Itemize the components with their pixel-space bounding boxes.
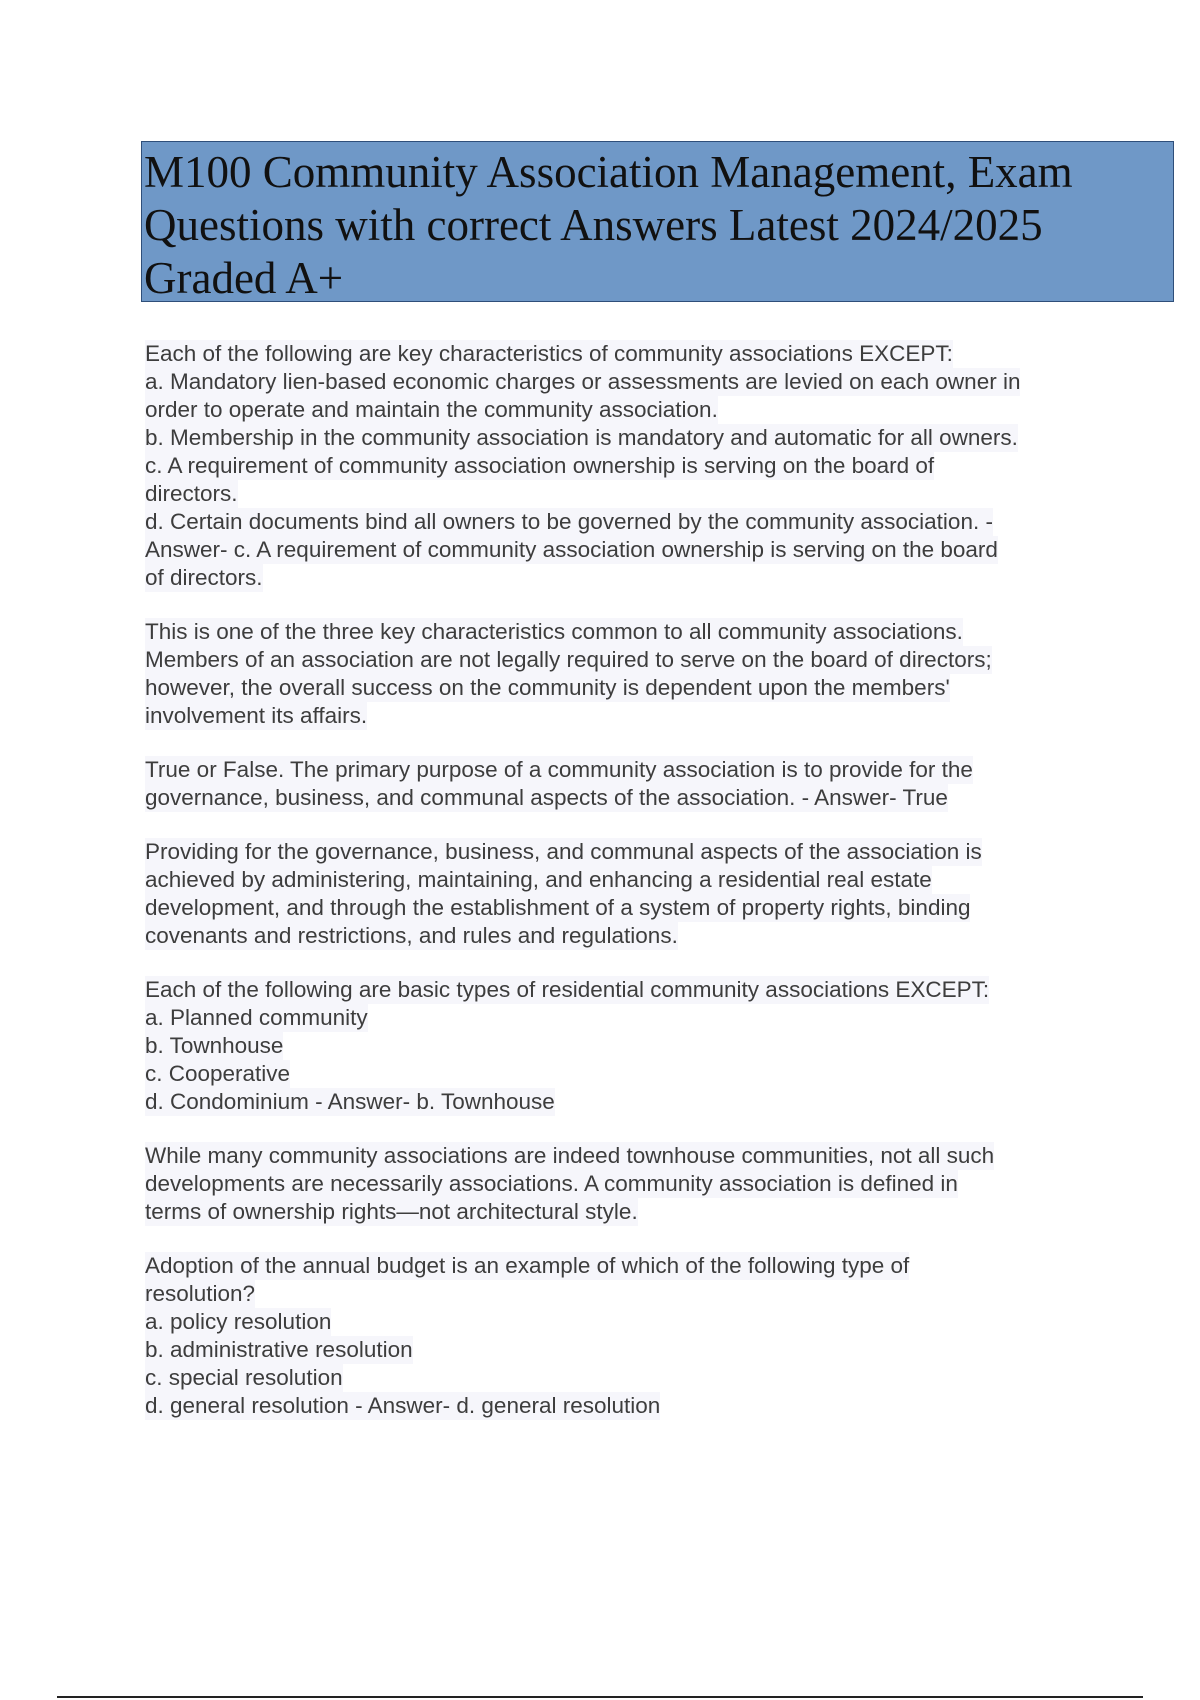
text-line: d. Certain documents bind all owners to be governed by the community association. - xyxy=(145,509,993,534)
question-block-3 xyxy=(145,976,1105,1116)
question-block-2 xyxy=(145,756,1105,812)
text-line: of directors. xyxy=(145,565,263,590)
text-line: Adoption of the annual budget is an example of which of the following type of xyxy=(145,1253,910,1278)
text-line: covenants and restrictions, and rules and regulations. xyxy=(145,923,678,948)
text-line: c. A requirement of community association ownership is serving on the board of xyxy=(145,453,935,478)
text-line: b. administrative resolution xyxy=(145,1337,413,1362)
text-line: achieved by administering, maintaining, and enhancing a residential real estate xyxy=(145,867,932,892)
text-line: order to operate and maintain the community association. xyxy=(145,397,718,422)
text-line: d. general resolution - Answer- d. general resolution xyxy=(145,1393,661,1418)
title-line: Questions with correct Answers Latest 2024/2025 xyxy=(144,200,1043,250)
text-line: governance, business, and communal aspects of the association. - Answer- True xyxy=(145,785,948,810)
text-line: Providing for the governance, business, and communal aspects of the association is xyxy=(145,839,982,864)
document-title xyxy=(144,146,1171,305)
text-line: resolution? xyxy=(145,1281,256,1306)
title-line: Graded A+ xyxy=(144,253,344,303)
title-line: M100 Community Association Management, Exam xyxy=(144,147,1073,197)
text-line: True or False. The primary purpose of a community association is to provide for the xyxy=(145,757,973,782)
question-block-1 xyxy=(145,340,1105,592)
title-box xyxy=(141,141,1174,302)
text-line: c. Cooperative xyxy=(145,1061,291,1086)
text-line: b. Membership in the community association is mandatory and automatic for all owners. xyxy=(145,425,1018,450)
text-line: b. Townhouse xyxy=(145,1033,284,1058)
text-line: Members of an association are not legally required to serve on the board of directors; xyxy=(145,647,992,672)
page-bottom-divider xyxy=(57,1696,1143,1698)
text-line: Each of the following are key characteristics of community associations EXCEPT: xyxy=(145,341,953,366)
explanation-block-2 xyxy=(145,838,1105,950)
text-line: Each of the following are basic types of residential community associations EXCEPT: xyxy=(145,977,990,1002)
text-line: terms of ownership rights—not architectural style. xyxy=(145,1199,638,1224)
text-line: While many community associations are indeed townhouse communities, not all such xyxy=(145,1143,995,1168)
text-line: development, and through the establishment of a system of property rights, binding xyxy=(145,895,971,920)
text-line: d. Condominium - Answer- b. Townhouse xyxy=(145,1089,555,1114)
text-line: a. Planned community xyxy=(145,1005,368,1030)
explanation-block-1 xyxy=(145,618,1105,730)
document-body xyxy=(145,340,1105,1446)
text-line: involvement its affairs. xyxy=(145,703,368,728)
question-block-4 xyxy=(145,1252,1105,1420)
text-line: This is one of the three key characteristics common to all community associations. xyxy=(145,619,963,644)
text-line: developments are necessarily associations. A community association is defined in xyxy=(145,1171,958,1196)
text-line: Answer- c. A requirement of community association ownership is serving on the board xyxy=(145,537,998,562)
explanation-block-3 xyxy=(145,1142,1105,1226)
text-line: however, the overall success on the community is dependent upon the members' xyxy=(145,675,950,700)
text-line: c. special resolution xyxy=(145,1365,343,1390)
text-line: directors. xyxy=(145,481,238,506)
text-line: a. policy resolution xyxy=(145,1309,332,1334)
text-line: a. Mandatory lien-based economic charges or assessments are levied on each owner in xyxy=(145,369,1021,394)
